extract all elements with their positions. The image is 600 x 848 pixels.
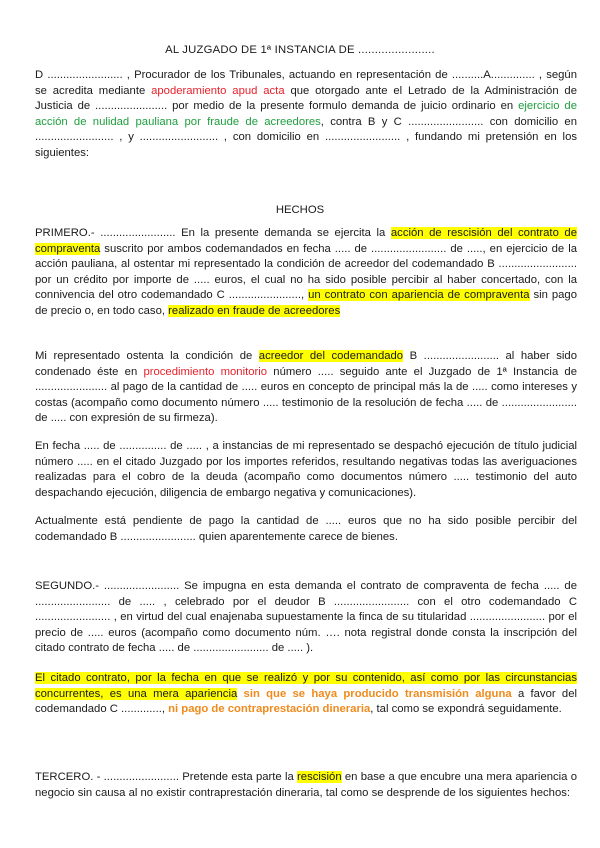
citado-text-1: a favor del codemandado C ............., [35,687,577,716]
intro-text-3: , contra B y C ........................ con domicilio en ......................... , y ......................... , con domicilio en ........................ , fundando mi pretensión en los siguientes: [35,115,577,159]
accion-rescision-highlight: acción de rescisión del contrato de compraventa [35,227,577,255]
contrato-apariencia-highlight: un contrato con apariencia de compraventa [308,289,530,302]
hechos-heading: HECHOS [275,204,325,216]
representado-paragraph [35,349,577,427]
primero-text-1: PRIMERO.- ........................ En la presente demanda se ejercita la [35,227,391,239]
primero-paragraph [35,226,577,320]
document-title: AL JUZGADO DE 1ª INSTANCIA DE ....................... [165,44,435,56]
citado-contrato-paragraph [35,671,577,718]
actualmente-paragraph: Actualmente está pendiente de pago la cantidad de ..... euros que no ha sido posible percibir del codemandado B ........................ quien aparentemente carece de bienes. [35,515,577,543]
intro-paragraph [35,68,577,162]
representado-text-2: B ........................ al haber sido condenado éste en [35,350,577,378]
ejercicio-accion-highlight: ejercicio de acción de nulidad pauliana por fraude de acreedores [35,100,577,128]
apud-acta-highlight: apoderamiento apud acta [151,84,285,97]
representado-text-1: Mi representado ostenta la condición de [35,350,259,362]
citado-text-2: , tal como se expondrá seguidamente. [370,703,562,716]
sin-transmision-highlight: sin que se haya producido transmisión alguna [237,687,512,700]
representado-text-3: número ..... seguido ante el Juzgado de 1ª Instancia de ....................... al pago de la cantidad de ..... euros en concepto de principal más la de ..... como intereses y costas (acompaño como documento número ..... testimonio de la resolución de fecha ..... de ........................ de ..... con expresión de su firmeza). [35,365,577,425]
acreedor-highlight: acreedor del codemandado [258,350,404,362]
tercero-paragraph [35,770,577,801]
citado-contrato-highlight: El citado contrato, por la fecha en que se realizó y por su contenido, así como por las circunstancias concurrentes, es una mera apariencia [35,672,577,700]
primero-text-3: sin pago de precio o, en todo caso, [35,289,577,317]
segundo-paragraph: SEGUNDO.- ........................ Se impugna en esta demanda el contrato de compraventa de fecha ..... de ........................ de ..... , celebrado por el deudor B ........................ con el otro codemandado C ........................ , en virtud del cual enajenaba supuestamente la finca de su titularidad ........................ por el precio de ..... euros (acompaño como documento núm. …. nota registral donde consta la inscripción del citado contrato de fecha ..... de ........................ de ..... ). [35,580,577,655]
rescision-highlight: rescisión [297,771,342,783]
monitorio-highlight: procedimiento monitorio [143,365,268,378]
ni-pago-highlight: ni pago de contraprestación dineraria [168,703,371,716]
tercero-text-1: TERCERO. - ........................ Pretende esta parte la [35,771,298,783]
tercero-text-2: en base a que encubre una mera apariencia o negocio sin causa al no existir contraprestación dineraria, tal como se desprende de los siguientes hechos: [35,771,577,799]
intro-text-2: que otorgado ante el Letrado de la Administración de Justicia de ....................... por medio de la presente formulo demanda de juicio ordinario en [35,84,577,113]
fraude-acreedores-highlight: realizado en fraude de acreedores [168,304,341,317]
ejecucion-paragraph: En fecha ..... de ............... de ..... , a instancias de mi representado se despachó ejecución de título judicial número ..... en el citado Juzgado por los importes referidos, resultando negativas todas las averiguaciones realizadas para el cobro de la deuda (acompaño como documentos número ..... testimonio del auto despachando ejecución, diligencia de embargo negativa y comunicaciones). [35,440,577,499]
intro-text-1: D ........................ , Procurador de los Tribunales, actuando en representación de ..........A.............. , según se acredita mediante [35,69,577,97]
primero-text-2: suscrito por ambos codemandados en fecha ..... de ........................ de ....., en ejercicio de la acción pauliana, al ostentar mi representado la condición de acreedor del codemandado B ......................... por un crédito por importe de ..... euros, el cual no ha sido posible percibir al haber concertado, con la connivencia del otro codemandado C ......................., [35,242,577,302]
